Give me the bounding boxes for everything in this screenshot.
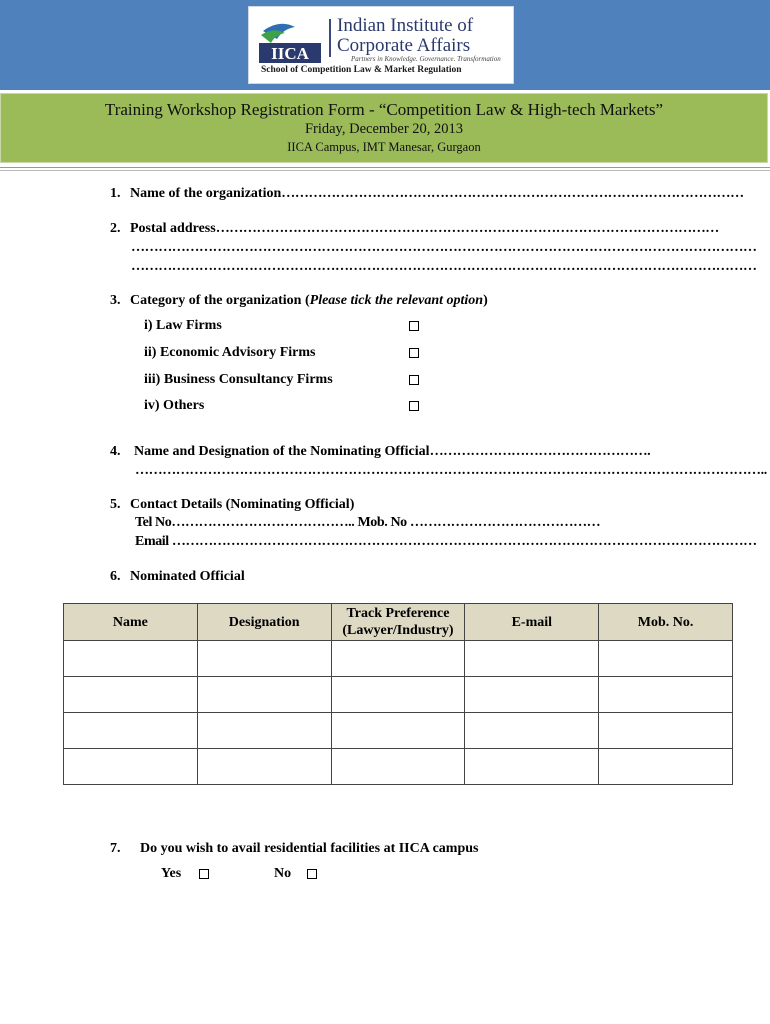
- question-nominating-official[interactable]: [110, 444, 650, 460]
- question-label: Do you wish to avail residential facilities at IICA campus: [140, 841, 479, 856]
- table-row: [64, 641, 733, 677]
- question-number: 3.: [110, 293, 121, 308]
- question-postal-address[interactable]: [110, 221, 719, 237]
- header-email: E-mail: [465, 604, 599, 641]
- table-header-row: [64, 604, 733, 641]
- table-cell[interactable]: [599, 749, 733, 785]
- option-others: iv) Others: [144, 398, 205, 413]
- header-designation: Designation: [197, 604, 331, 641]
- checkbox-economic-advisory-firms[interactable]: [409, 348, 419, 358]
- fill-line[interactable]: …………………………………………………………………………………………………………………………: [131, 259, 757, 274]
- question-label: Postal address: [130, 221, 216, 236]
- table-cell[interactable]: [465, 641, 599, 677]
- question-category: [110, 293, 488, 309]
- logo-separator: [329, 19, 331, 57]
- question-label-close: ): [483, 293, 488, 308]
- question-nominated-official: [110, 569, 245, 585]
- question-organization-name[interactable]: [110, 186, 744, 202]
- question-hint: Please tick the relevant option: [309, 293, 484, 308]
- table-cell[interactable]: [599, 641, 733, 677]
- question-label: Name of the organization: [130, 186, 282, 201]
- question-number: 7.: [110, 841, 121, 856]
- question-label: Category of the organization (: [130, 293, 310, 308]
- checkbox-business-consultancy-firms[interactable]: [409, 375, 419, 385]
- checkbox-law-firms[interactable]: [409, 321, 419, 331]
- table-cell[interactable]: [599, 677, 733, 713]
- table-cell[interactable]: [64, 641, 198, 677]
- question-residential-facilities: [110, 841, 478, 857]
- table-cell[interactable]: [197, 749, 331, 785]
- option-economic-advisory-firms: ii) Economic Advisory Firms: [144, 345, 316, 360]
- tel-mob-fill-line[interactable]: Tel No………………………………….. Mob. No ……………………………………: [135, 515, 601, 530]
- email-fill-line[interactable]: Email …………………………………………………………………………………………………………………: [135, 534, 757, 549]
- form-title: Training Workshop Registration Form - “Competition Law & High-tech Markets”: [104, 100, 664, 119]
- logo-name-line2: Corporate Affairs: [337, 35, 471, 56]
- question-number: 6.: [110, 569, 121, 584]
- logo-name-line1: Indian Institute of: [337, 15, 474, 36]
- checkbox-others[interactable]: [409, 401, 419, 411]
- divider: [0, 170, 770, 171]
- header-band: [0, 0, 770, 90]
- question-number: 2.: [110, 221, 121, 236]
- event-venue: IICA Campus, IMT Manesar, Gurgaon: [287, 140, 481, 154]
- table-cell[interactable]: [197, 677, 331, 713]
- table-cell[interactable]: [331, 749, 465, 785]
- question-number: 1.: [110, 186, 121, 201]
- fill-line[interactable]: …………………………………………………………………………………………: [281, 186, 744, 201]
- table-cell[interactable]: [197, 641, 331, 677]
- logo-tagline: Partners in Knowledge. Governance. Transformation: [351, 55, 501, 63]
- table-cell[interactable]: [64, 677, 198, 713]
- svg-text:IICA: IICA: [271, 44, 309, 63]
- fill-line[interactable]: …………………………………………………………………………………………………: [215, 221, 719, 236]
- question-number: 4.: [110, 444, 121, 459]
- table-cell[interactable]: [64, 749, 198, 785]
- event-date: Friday, December 20, 2013: [304, 121, 464, 137]
- option-yes: Yes: [161, 866, 182, 881]
- table-cell[interactable]: [197, 713, 331, 749]
- header-track-preference-label: Track Preference: [346, 606, 450, 621]
- question-label: Contact Details (Nominating Official): [130, 497, 355, 512]
- table-row: [64, 677, 733, 713]
- table-cell[interactable]: [465, 749, 599, 785]
- iica-logo: [248, 6, 514, 84]
- table-row: [64, 749, 733, 785]
- checkbox-yes[interactable]: [199, 869, 209, 879]
- table-cell[interactable]: [465, 713, 599, 749]
- table-cell[interactable]: [331, 713, 465, 749]
- table-cell[interactable]: [465, 677, 599, 713]
- table-cell[interactable]: [331, 677, 465, 713]
- header-mob-no: Mob. No.: [599, 604, 733, 641]
- iica-logo-icon: [259, 21, 321, 65]
- fill-line[interactable]: …………………………………………………………………………………………………………………………..: [135, 463, 767, 478]
- question-number: 5.: [110, 497, 121, 512]
- fill-line[interactable]: ………………………………………….: [429, 444, 651, 459]
- header-track-preference: [331, 604, 465, 641]
- option-law-firms: i) Law Firms: [144, 318, 222, 333]
- divider: [0, 167, 770, 168]
- table-cell[interactable]: [599, 713, 733, 749]
- table-row: [64, 713, 733, 749]
- fill-line[interactable]: …………………………………………………………………………………………………………………………: [131, 240, 757, 255]
- title-banner: [0, 93, 768, 163]
- header-track-preference-sub: (Lawyer/Industry): [342, 623, 454, 638]
- checkbox-no[interactable]: [307, 869, 317, 879]
- option-no: No: [274, 866, 292, 881]
- nominated-official-table: [63, 603, 733, 785]
- table-cell[interactable]: [64, 713, 198, 749]
- question-label: Nominated Official: [130, 569, 245, 584]
- question-label: Name and Designation of the Nominating Official: [134, 444, 430, 459]
- option-business-consultancy-firms: iii) Business Consultancy Firms: [144, 372, 333, 387]
- question-contact-details: [110, 497, 354, 513]
- logo-school-name: School of Competition Law & Market Regulation: [261, 65, 462, 75]
- header-name: Name: [64, 604, 198, 641]
- table-cell[interactable]: [331, 641, 465, 677]
